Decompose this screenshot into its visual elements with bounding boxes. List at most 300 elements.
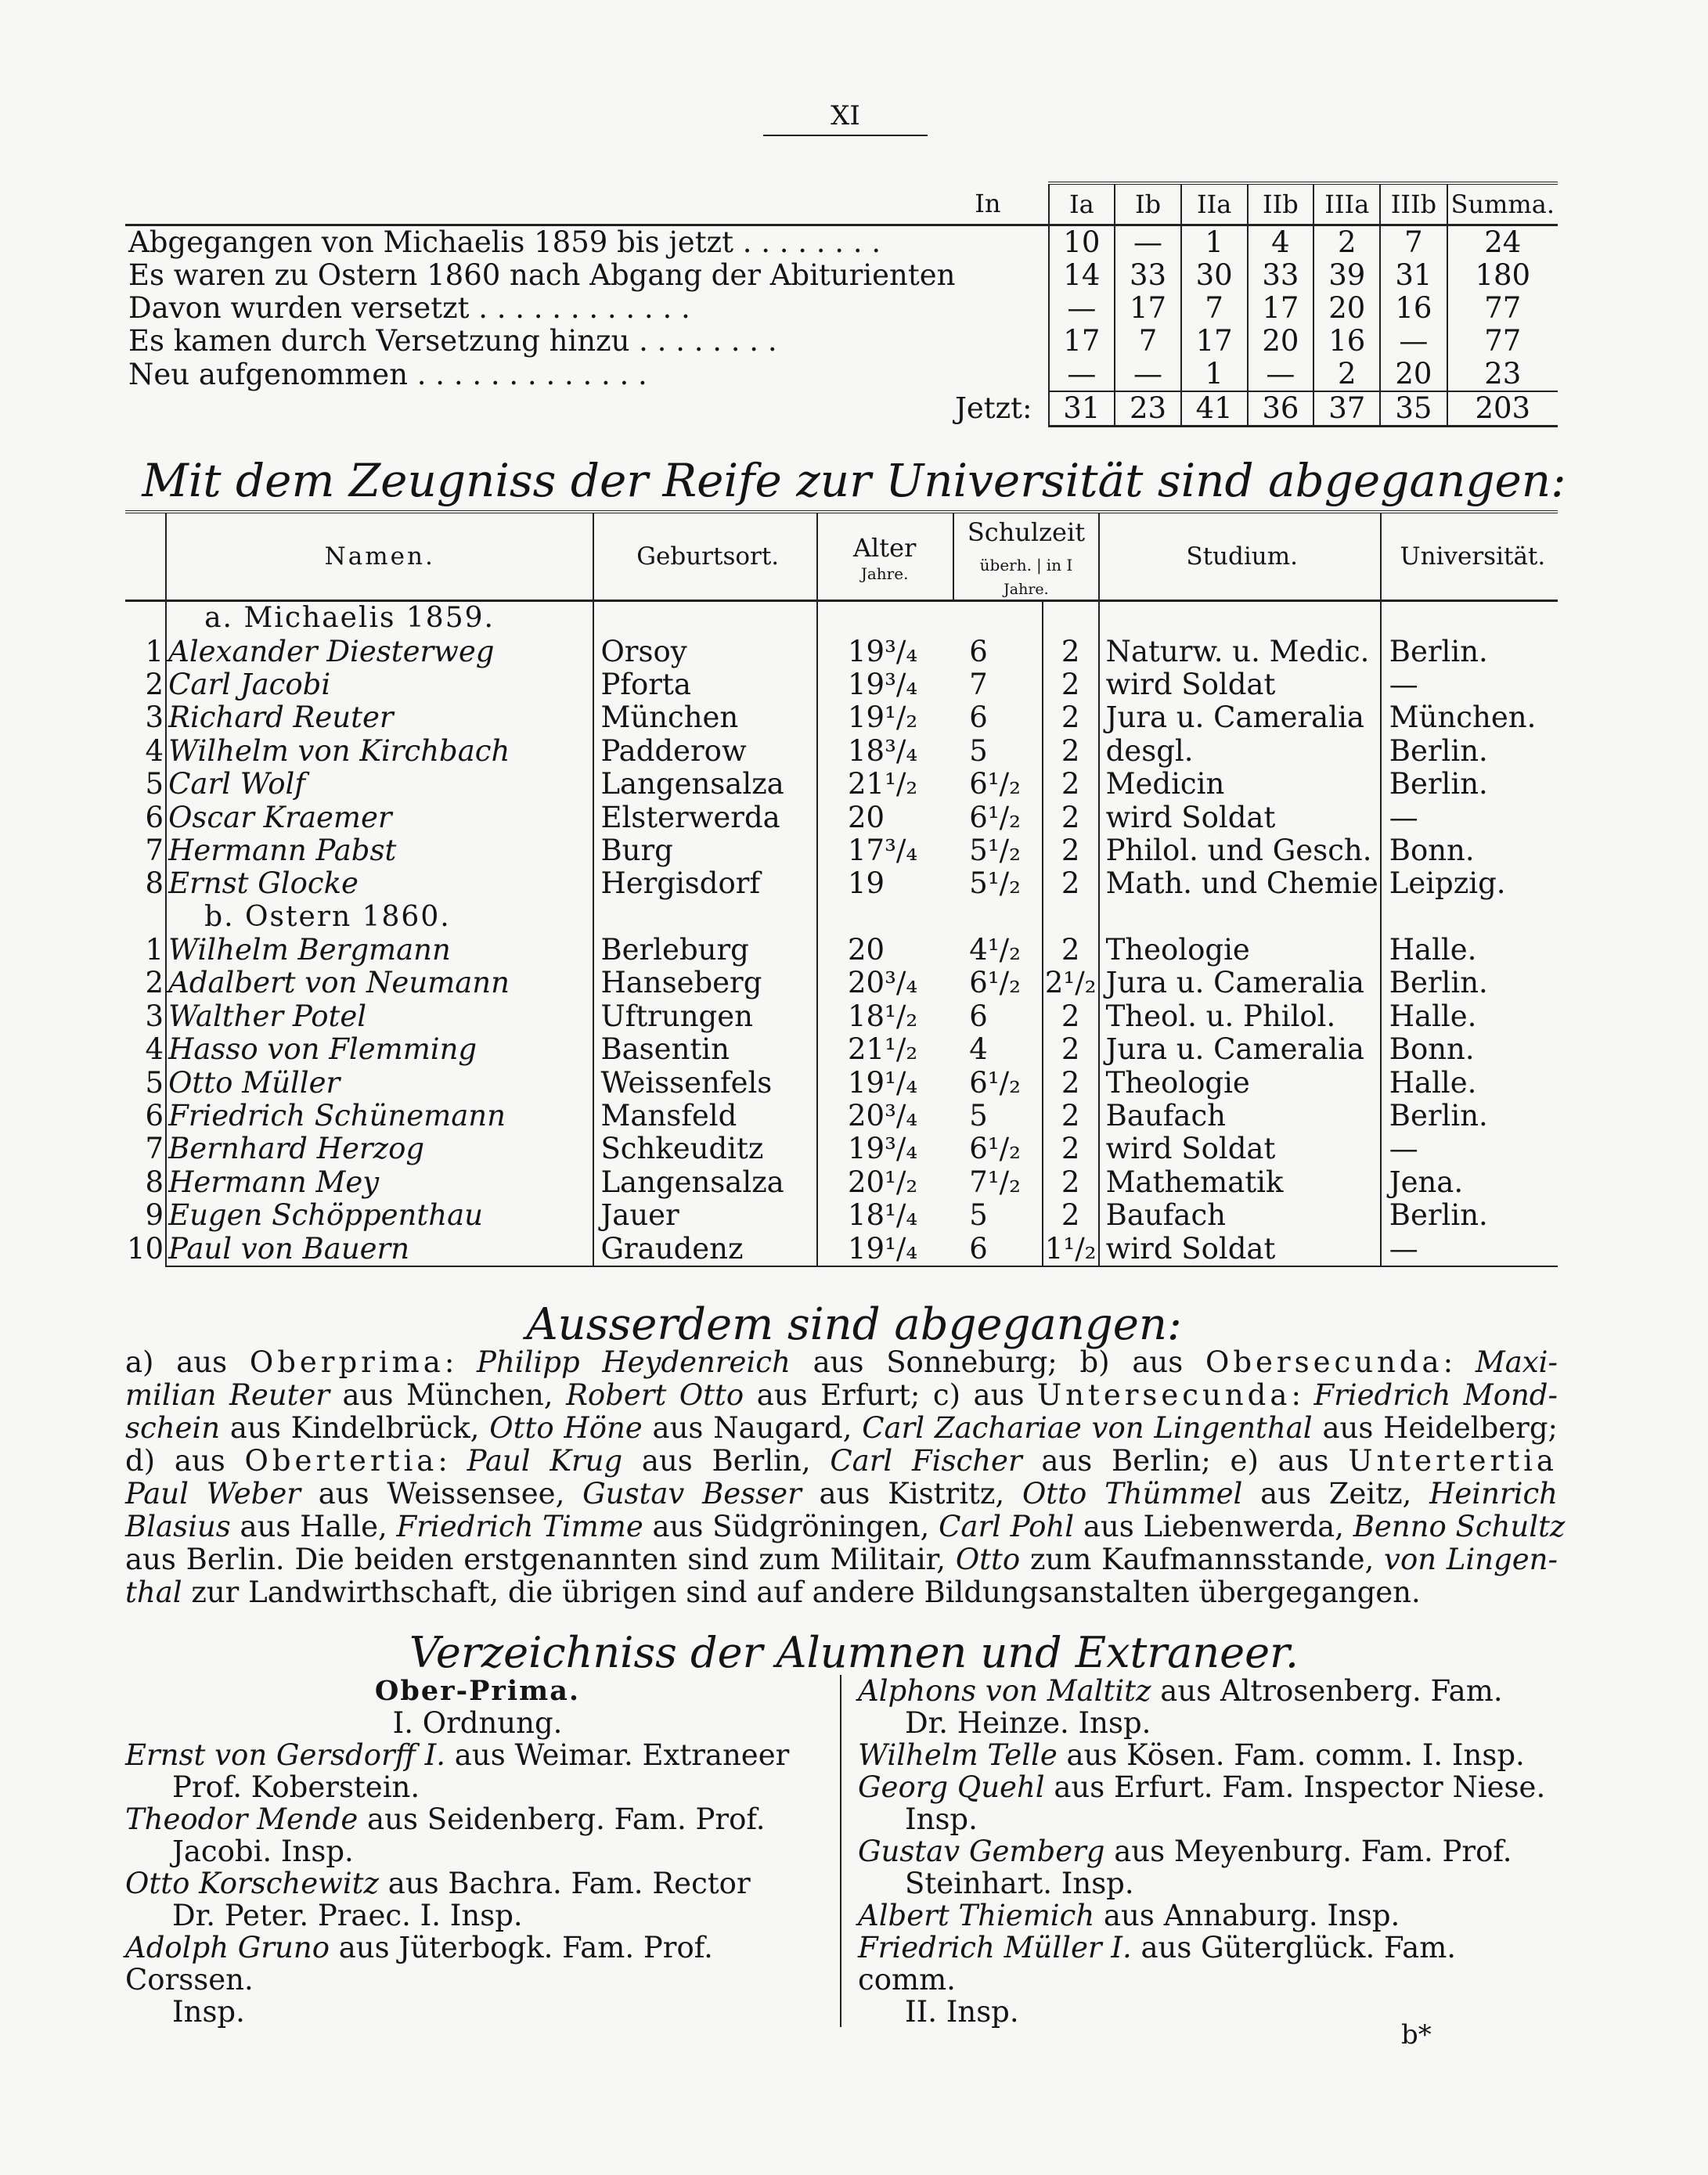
student-name: Blasius <box>125 1510 231 1543</box>
graduate-school-total: 4 <box>969 1032 988 1067</box>
graduate-number: 7 <box>145 1132 164 1166</box>
graduate-birthplace: Langensalza <box>593 1166 817 1199</box>
prose-text: aus Erfurt; c) aus <box>744 1378 1037 1412</box>
graduate-birthplace: Schkeuditz <box>593 1133 817 1165</box>
prose-line <box>125 1445 1558 1478</box>
graduate-university: München. <box>1381 701 1558 734</box>
section-row <box>125 901 1558 934</box>
student-name: Friedrich Mond- <box>1313 1378 1558 1412</box>
alumni-right-column <box>858 1675 1562 2028</box>
stats-cell: — <box>1049 292 1115 325</box>
stats-cell: 35 <box>1380 391 1447 427</box>
graduate-number: 6 <box>145 1099 164 1133</box>
stats-cell: 1 <box>1181 358 1248 391</box>
graduate-university: Jena. <box>1381 1166 1558 1199</box>
section-row <box>125 601 1558 636</box>
graduate-school-total: 6¹/₂ <box>969 1065 1021 1100</box>
stats-row <box>125 259 1558 292</box>
alumnus-name: Adolph Gruno <box>125 1931 330 1964</box>
graduate-number: 1 <box>145 634 164 668</box>
prose-text: aus Halle, <box>230 1510 397 1543</box>
prose-text: aus Heidelberg; <box>1312 1411 1558 1445</box>
graduate-university: Bonn. <box>1381 834 1558 867</box>
graduate-number: 9 <box>145 1198 164 1233</box>
graduate-birthplace: Pforta <box>593 668 817 701</box>
prose-text: aus Zeitz, <box>1242 1477 1430 1511</box>
prose-text: : <box>438 1444 467 1478</box>
stats-header-row <box>125 183 1558 225</box>
column-divider <box>840 1675 841 2027</box>
graduate-school-in1: 2 <box>1043 1199 1099 1232</box>
graduate-name: Alexander Diesterweg <box>166 635 593 668</box>
graduate-school-total: 6¹/₂ <box>969 767 1021 801</box>
student-name: thal <box>125 1575 182 1609</box>
alumnus-name: Alphons von Maltitz <box>858 1674 1151 1708</box>
graduate-school-total: 6 <box>953 1232 1042 1266</box>
prose-text: aus Berlin, <box>622 1444 831 1478</box>
graduate-school-total: 6 <box>969 634 988 668</box>
graduate-birthplace: Elsterwerda <box>593 801 817 834</box>
alumnus-entry <box>858 1835 1562 1867</box>
alumnus-details: aus Erfurt. Fam. Inspector Niese. <box>1044 1770 1546 1804</box>
graduate-school-in1: 2 <box>1043 1033 1099 1066</box>
stats-row-label: Abgegangen von Michaelis 1859 bis jetzt . . . . . . . . <box>128 225 881 259</box>
stats-cell: 16 <box>1313 325 1380 358</box>
student-name: Paul Weber <box>125 1477 301 1511</box>
graduate-number: 3 <box>145 700 164 735</box>
graduate-school-in1: 2 <box>1043 1100 1099 1133</box>
graduate-number: 8 <box>145 866 164 901</box>
graduate-study: Jura u. Cameralia <box>1099 701 1381 734</box>
header-university: Universität. <box>1381 512 1558 601</box>
graduate-age: 18¹/₂ <box>817 1000 953 1033</box>
graduate-number: 1 <box>145 933 164 967</box>
graduate-age: 18³/₄ <box>817 735 953 768</box>
graduate-birthplace: Hergisdorf <box>593 867 817 900</box>
stats-row <box>125 225 1558 260</box>
stats-cell: 37 <box>1313 391 1380 427</box>
graduate-name: Bernhard Herzog <box>166 1133 593 1165</box>
alumnus-entry <box>858 1739 1562 1771</box>
graduate-number: 3 <box>145 999 164 1033</box>
stats-cell: 1 <box>1181 225 1248 260</box>
graduate-university: Berlin. <box>1381 635 1558 668</box>
graduate-number: 7 <box>145 833 164 867</box>
class-name: Oberprima <box>249 1345 445 1379</box>
alumnus-name: Wilhelm Telle <box>858 1738 1058 1772</box>
alumnus-details: aus Annaburg. Insp. <box>1094 1899 1400 1932</box>
alumnus-entry <box>125 1739 830 1771</box>
stats-cell: 20 <box>1248 325 1314 358</box>
graduate-birthplace: Berleburg <box>593 934 817 967</box>
graduate-birthplace: Graudenz <box>593 1232 817 1266</box>
graduate-row <box>125 668 1558 701</box>
stats-cell: 24 <box>1447 225 1558 260</box>
graduate-name: Carl Jacobi <box>166 668 593 701</box>
stats-cell: 77 <box>1447 292 1558 325</box>
alumni-left-column <box>125 1675 830 2028</box>
graduate-school-total: 5 <box>969 1099 988 1133</box>
class-name: Obersecunda <box>1205 1345 1443 1379</box>
prose-text: a) aus <box>125 1345 250 1379</box>
stats-cell: 7 <box>1380 225 1447 260</box>
graduate-school-in1: 2 <box>1043 668 1099 701</box>
student-name: Philipp Heydenreich <box>477 1345 791 1379</box>
stats-cell: 10 <box>1049 225 1115 260</box>
alumnus-entry <box>858 1675 1562 1707</box>
prose-text: aus Kistritz, <box>801 1477 1022 1511</box>
header-age-unit: Jahre. <box>860 564 909 583</box>
graduate-school-total: 5¹/₂ <box>969 833 1021 867</box>
graduate-school-in1: 2 <box>1043 801 1099 834</box>
graduate-number: 5 <box>145 767 164 801</box>
graduate-school-in1: 2 <box>1043 1000 1099 1033</box>
graduate-row <box>125 1000 1558 1033</box>
graduate-number: 5 <box>145 1065 164 1100</box>
stats-cell: 7 <box>1115 325 1181 358</box>
stats-cell: 33 <box>1115 259 1181 292</box>
graduate-school-total: 4¹/₂ <box>969 933 1021 967</box>
signature-mark: b* <box>1401 2019 1432 2051</box>
graduate-university: — <box>1381 1133 1558 1165</box>
graduate-age: 20³/₄ <box>817 967 953 999</box>
graduate-birthplace: München <box>593 701 817 734</box>
graduate-number: 6 <box>145 800 164 834</box>
graduate-study: Baufach <box>1099 1100 1381 1133</box>
stats-cell: 14 <box>1049 259 1115 292</box>
student-name: von Lingen- <box>1384 1543 1558 1576</box>
stats-cell: — <box>1248 358 1314 391</box>
student-name: Robert Otto <box>566 1378 744 1412</box>
page-number: XI <box>831 100 860 131</box>
graduate-age: 19¹/₄ <box>817 1066 953 1099</box>
prose-line <box>125 1478 1558 1511</box>
graduate-age: 19¹/₄ <box>817 1232 953 1266</box>
graduate-study: Jura u. Cameralia <box>1099 1033 1381 1066</box>
stats-cell: 17 <box>1049 325 1115 358</box>
graduate-name: Wilhelm Bergmann <box>166 934 593 967</box>
stats-cell: — <box>1115 225 1181 260</box>
graduate-birthplace: Burg <box>593 834 817 867</box>
graduate-study: Math. und Chemie <box>1099 867 1381 900</box>
graduate-study: wird Soldat <box>1099 668 1381 701</box>
graduate-birthplace: Weissenfels <box>593 1066 817 1099</box>
student-name: Benno Schultz <box>1353 1510 1566 1543</box>
graduate-university: Berlin. <box>1381 735 1558 768</box>
graduate-age: 21¹/₂ <box>817 768 953 801</box>
header-name: Namen. <box>166 512 593 601</box>
student-name: Otto Thümmel <box>1022 1477 1243 1511</box>
graduate-school-total: 7 <box>969 667 988 701</box>
graduate-study: wird Soldat <box>1099 801 1381 834</box>
graduate-age: 19³/₄ <box>817 668 953 701</box>
alumnus-entry <box>858 1900 1562 1932</box>
section-title: b. Ostern 1860. <box>166 901 593 934</box>
graduate-name: Oscar Kraemer <box>166 801 593 834</box>
graduate-birthplace: Orsoy <box>593 635 817 668</box>
alumnus-details-cont: Insp. <box>172 1995 245 2029</box>
alumnus-details: aus Seidenberg. Fam. Prof. <box>358 1802 766 1836</box>
prose-text: aus München, <box>330 1378 567 1412</box>
graduate-school-in1: 2 <box>1043 1133 1099 1165</box>
graduate-number: 10 <box>127 1232 164 1266</box>
stats-cell: 36 <box>1248 391 1314 427</box>
graduate-school-in1: 2 <box>1043 701 1099 734</box>
header-school-in1: in I <box>1046 556 1073 574</box>
graduate-name: Ernst Glocke <box>166 867 593 900</box>
stats-cell: 31 <box>1380 259 1447 292</box>
graduates-header-row <box>125 512 1558 601</box>
graduate-row <box>125 934 1558 967</box>
class-name: Untersecunda <box>1036 1378 1292 1412</box>
graduate-birthplace: Padderow <box>593 735 817 768</box>
alumnus-entry <box>858 1771 1562 1803</box>
graduate-number: 4 <box>145 733 164 768</box>
graduate-name: Friedrich Schünemann <box>166 1100 593 1133</box>
graduate-study: Theologie <box>1099 934 1381 967</box>
stats-row-label: Davon wurden versetzt . . . . . . . . . . . . <box>128 291 690 325</box>
student-name: Heinrich <box>1429 1477 1558 1511</box>
graduate-number: 2 <box>145 966 164 1000</box>
ausserdem-title: Ausserdem sind abgegangen: <box>526 1299 1182 1350</box>
graduate-age: 19³/₄ <box>817 1133 953 1165</box>
graduate-school-total: 5 <box>969 733 988 768</box>
alumnus-entry <box>125 1867 830 1900</box>
header-age-label: Alter <box>852 532 917 563</box>
graduate-study: Philol. und Gesch. <box>1099 834 1381 867</box>
graduate-name: Wilhelm von Kirchbach <box>166 735 593 768</box>
alumnus-details: aus Altrosenberg. Fam. <box>1151 1674 1503 1708</box>
stats-row <box>125 292 1558 325</box>
alumnus-details-cont: Dr. Heinze. Insp. <box>905 1706 1151 1740</box>
stats-row-label: Es waren zu Ostern 1860 nach Abgang der Abiturienten <box>128 258 956 292</box>
prose-text: zum Kaufmannsstande, <box>1020 1543 1385 1576</box>
graduate-university: Leipzig. <box>1381 867 1558 900</box>
graduate-name: Paul von Bauern <box>166 1232 593 1266</box>
stats-cell: 203 <box>1447 391 1558 427</box>
student-name: Carl Pohl <box>939 1510 1075 1543</box>
prose-text: aus Sonneburg; b) aus <box>790 1345 1205 1379</box>
graduate-row <box>125 1232 1558 1266</box>
graduate-study: Baufach <box>1099 1199 1381 1232</box>
alumnus-details: aus Güterglück. Fam. comm. <box>858 1931 1457 1997</box>
graduate-name: Adalbert von Neumann <box>166 967 593 999</box>
stats-cell: — <box>1049 358 1115 391</box>
graduate-study: Jura u. Cameralia <box>1099 967 1381 999</box>
stats-cell: 180 <box>1447 259 1558 292</box>
graduate-study: wird Soldat <box>1099 1133 1381 1165</box>
student-name: schein <box>125 1411 221 1445</box>
prose-text: : <box>1291 1378 1314 1412</box>
graduate-row <box>125 1100 1558 1133</box>
graduate-school-total: 5¹/₂ <box>969 866 1021 901</box>
alumnus-name: Friedrich Müller I. <box>858 1931 1132 1964</box>
prose-line <box>125 1576 1558 1609</box>
prose-line <box>125 1412 1558 1445</box>
graduate-row <box>125 834 1558 867</box>
header-birthplace: Geburtsort. <box>593 512 817 601</box>
alumnus-name: Gustav Gemberg <box>858 1835 1105 1868</box>
alumni-title: Verzeichniss der Alumnen und Extraneer. <box>409 1628 1299 1677</box>
enrollment-stats-table <box>125 182 1558 427</box>
graduate-school-in1: 2¹/₂ <box>1043 967 1099 999</box>
graduate-school-in1: 2 <box>1043 635 1099 668</box>
student-name: Carl Fischer <box>830 1444 1022 1478</box>
stats-cell: 23 <box>1115 391 1181 427</box>
alumnus-details: aus Bachra. Fam. Rector <box>379 1867 751 1900</box>
student-name: Friedrich Timme <box>396 1510 643 1543</box>
graduate-row <box>125 1133 1558 1165</box>
prose-line <box>125 1510 1566 1543</box>
stats-cell: 77 <box>1447 325 1558 358</box>
alumnus-details: aus Weimar. Extraneer <box>445 1738 790 1772</box>
stats-cell: 31 <box>1049 391 1115 427</box>
graduate-study: desgl. <box>1099 735 1381 768</box>
prose-text: zur Landwirthschaft, die übrigen sind auf andere Bildungsanstalten übergegangen. <box>182 1575 1421 1609</box>
graduate-university: Berlin. <box>1381 967 1558 999</box>
graduate-name: Hasso von Flemming <box>166 1033 593 1066</box>
graduate-number: 2 <box>145 667 164 701</box>
stats-cell: 17 <box>1248 292 1314 325</box>
graduate-school-total: 6¹/₂ <box>969 966 1021 1000</box>
alumnus-details-cont: II. Insp. <box>905 1995 1019 2029</box>
graduate-school-total: 6¹/₂ <box>969 1132 1021 1166</box>
stats-row-label: Es kamen durch Versetzung hinzu . . . . . . . . <box>128 324 777 358</box>
alumnus-entry <box>125 1932 830 1996</box>
graduate-study: Naturw. u. Medic. <box>1099 635 1381 668</box>
graduate-age: 18¹/₄ <box>817 1199 953 1232</box>
graduate-study: wird Soldat <box>1099 1232 1381 1266</box>
graduate-birthplace: Uftrungen <box>593 1000 817 1033</box>
graduate-study: Theol. u. Philol. <box>1099 1000 1381 1033</box>
graduate-study: Mathematik <box>1099 1166 1381 1199</box>
stats-header-IIIa: IIIa <box>1313 183 1380 225</box>
student-name: Gustav Besser <box>582 1477 802 1511</box>
graduate-study: Medicin <box>1099 768 1381 801</box>
student-name: Maxi- <box>1475 1345 1558 1379</box>
alumnus-details-cont: Insp. <box>905 1802 978 1836</box>
graduate-number: 4 <box>145 1032 164 1067</box>
stats-cell: 41 <box>1181 391 1248 427</box>
graduate-school-total: 6¹/₂ <box>969 800 1021 834</box>
graduate-school-total: 5 <box>969 1198 988 1233</box>
graduate-school-in1: 2 <box>1043 1066 1099 1099</box>
stats-cell: 17 <box>1181 325 1248 358</box>
alumnus-name: Theodor Mende <box>125 1802 359 1836</box>
stats-cell: 23 <box>1447 358 1558 391</box>
graduate-age: 19³/₄ <box>817 635 953 668</box>
graduate-birthplace: Hanseberg <box>593 967 817 999</box>
graduates-title: Mit dem Zeugniss der Reife zur Universität sind abgegangen: <box>142 454 1566 507</box>
stats-header-IIIb: IIIb <box>1380 183 1447 225</box>
class-name: Obertertia <box>244 1444 438 1478</box>
graduate-birthplace: Mansfeld <box>593 1100 817 1133</box>
graduate-school-total: 6 <box>969 700 988 735</box>
prose-text: d) aus <box>125 1444 245 1478</box>
stats-row-label: Neu aufgenommen . . . . . . . . . . . . . <box>128 357 647 391</box>
student-name: Otto Höne <box>489 1411 643 1445</box>
graduate-name: Eugen Schöppenthau <box>166 1199 593 1232</box>
student-name: Carl Zachariae von Lingenthal <box>862 1411 1313 1445</box>
header-school-label: Schulzeit <box>967 517 1086 547</box>
graduate-university: Halle. <box>1381 1000 1558 1033</box>
graduate-school-in1: 2 <box>1043 934 1099 967</box>
graduate-age: 20³/₄ <box>817 1100 953 1133</box>
graduate-age: 21¹/₂ <box>817 1033 953 1066</box>
graduate-row <box>125 801 1558 834</box>
graduate-row <box>125 967 1558 999</box>
stats-cell: 16 <box>1380 292 1447 325</box>
graduate-row <box>125 735 1558 768</box>
graduate-university: Berlin. <box>1381 1100 1558 1133</box>
order-title: I. Ordnung. <box>392 1706 563 1740</box>
stats-row <box>125 325 1558 358</box>
prose-line <box>125 1346 1558 1379</box>
stats-cell: 7 <box>1181 292 1248 325</box>
alumnus-details: aus Jüterbogk. Fam. Prof. Corssen. <box>125 1931 713 1997</box>
section-title: a. Michaelis 1859. <box>166 601 593 636</box>
alumnus-name: Albert Thiemich <box>858 1899 1095 1932</box>
stats-cell: 2 <box>1313 358 1380 391</box>
alumnus-details: aus Kösen. Fam. comm. I. Insp. <box>1057 1738 1525 1772</box>
graduate-birthplace: Basentin <box>593 1033 817 1066</box>
graduate-university: Berlin. <box>1381 768 1558 801</box>
graduate-birthplace: Langensalza <box>593 768 817 801</box>
graduate-name: Otto Müller <box>166 1066 593 1099</box>
graduate-age: 20 <box>817 801 953 834</box>
student-name: Otto <box>955 1543 1021 1576</box>
ausserdem-paragraph <box>125 1345 1566 1609</box>
graduate-school-in1: 2 <box>1043 768 1099 801</box>
alumnus-details-cont: Dr. Peter. Praec. I. Insp. <box>172 1899 523 1932</box>
graduate-university: Halle. <box>1381 934 1558 967</box>
graduate-university: Berlin. <box>1381 1199 1558 1232</box>
alumnus-entry <box>125 1803 830 1835</box>
stats-header-summa: Summa. <box>1447 183 1558 225</box>
prose-text: aus Berlin. Die beiden erstgenannten sind zum Militair, <box>125 1543 956 1576</box>
class-title: Ober-Prima. <box>374 1675 581 1707</box>
stats-header-IIb: IIb <box>1248 183 1314 225</box>
graduate-age: 20¹/₂ <box>817 1166 953 1199</box>
graduate-birthplace: Jauer <box>593 1199 817 1232</box>
student-name: milian Reuter <box>125 1378 330 1412</box>
graduate-name: Richard Reuter <box>166 701 593 734</box>
alumnus-details-cont: Jacobi. Insp. <box>172 1835 354 1868</box>
graduate-school-in1: 2 <box>1043 834 1099 867</box>
graduate-row <box>125 1066 1558 1099</box>
alumnus-details-cont: Prof. Koberstein. <box>172 1770 420 1804</box>
header-school-unit: Jahre. <box>1004 581 1049 598</box>
stats-cell: 39 <box>1313 259 1380 292</box>
graduate-row <box>125 768 1558 801</box>
graduate-school-in1: 2 <box>1043 735 1099 768</box>
prose-text: aus Südgröningen, <box>643 1510 939 1543</box>
graduate-name: Hermann Pabst <box>166 834 593 867</box>
header-school-total: überh. <box>979 556 1032 574</box>
stats-header-in: In <box>125 183 1049 225</box>
stats-header-Ib: Ib <box>1115 183 1181 225</box>
stats-cell: 20 <box>1313 292 1380 325</box>
graduate-number: 8 <box>145 1165 164 1199</box>
stats-cell: 33 <box>1248 259 1314 292</box>
stats-cell: 4 <box>1248 225 1314 260</box>
graduate-name: Walther Potel <box>166 1000 593 1033</box>
prose-line <box>125 1379 1558 1412</box>
graduate-school-in1: 1¹/₂ <box>1043 1232 1099 1266</box>
graduate-university: — <box>1381 1232 1558 1266</box>
header-school: Schulzeit überh. | in I Jahre. <box>953 512 1098 601</box>
prose-text: aus Weissensee, <box>300 1477 583 1511</box>
